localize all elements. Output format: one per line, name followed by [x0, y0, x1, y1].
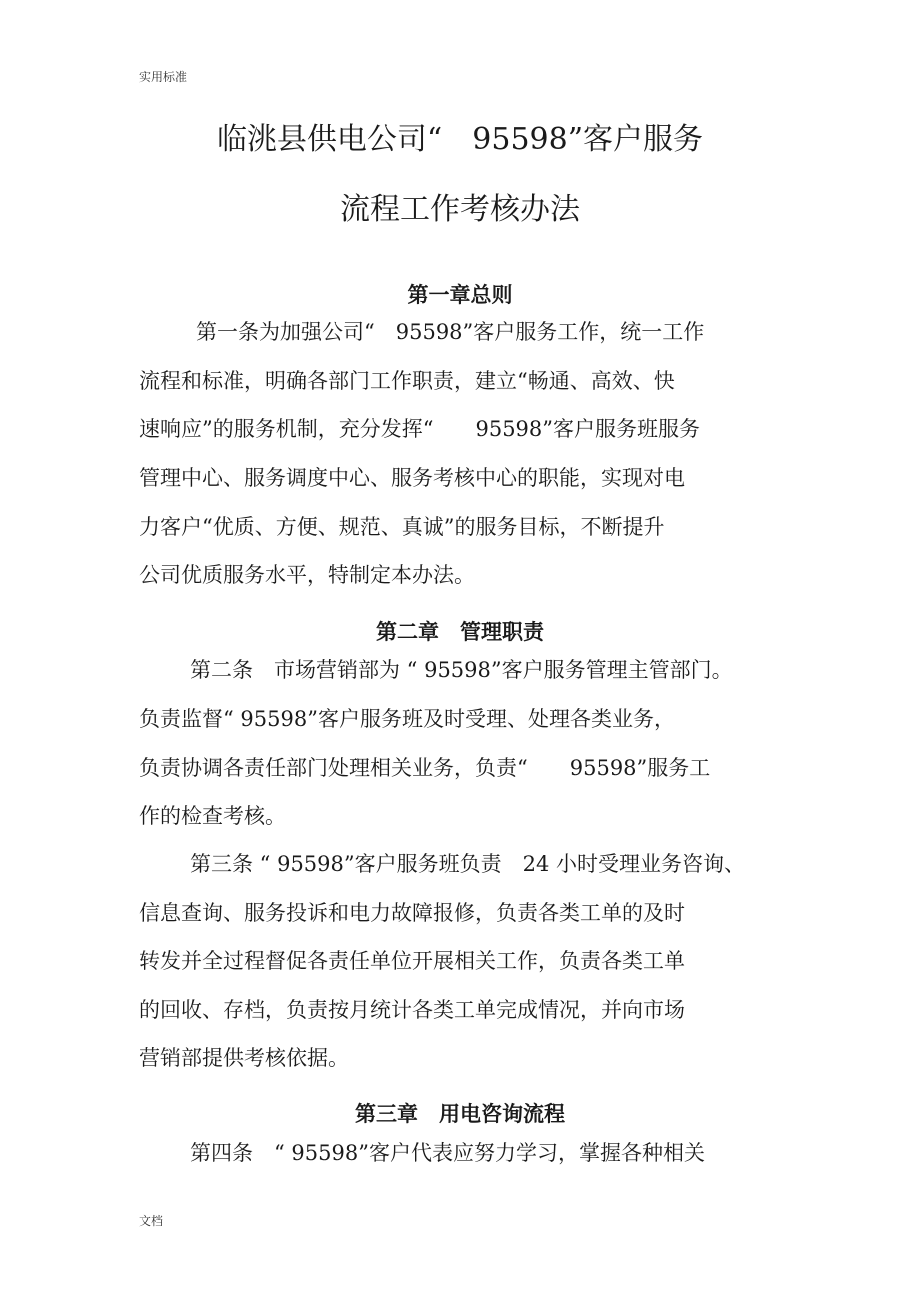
article-3-line-2: 信息查询、服务投诉和电力故障报修，负责各类工单的及时	[139, 901, 685, 925]
article-2-line-2: 负责监督“ 95598”客户服务班及时受理、处理各类业务，	[139, 707, 675, 731]
article-2-line-1: 第二条 市场营销部为 “ 95598”客户服务管理主管部门。	[190, 658, 733, 682]
page-header: 实用标准	[139, 70, 188, 84]
article-3-line-3: 转发并全过程督促各责任单位开展相关工作，负责各类工单	[139, 949, 685, 973]
article-2-line-4: 作的检查考核。	[139, 804, 286, 828]
article-1-line-5: 力客户“优质、方便、规范、真诚”的服务目标，不断提升	[139, 515, 665, 539]
chapter-3-heading: 第三章 用电咨询流程	[355, 1101, 565, 1126]
article-1-line-4: 管理中心、服务调度中心、服务考核中心的职能，实现对电	[139, 466, 685, 490]
article-2-line-3: 负责协调各责任部门处理相关业务，负责“ 95598”服务工	[139, 756, 711, 780]
chapter-2-heading: 第二章 管理职责	[376, 619, 544, 644]
article-3-line-4: 的回收、存档，负责按月统计各类工单完成情况，并向市场	[139, 998, 685, 1022]
article-3-line-5: 营销部提供考核依据。	[139, 1046, 349, 1070]
article-1-line-6: 公司优质服务水平，特制定本办法。	[139, 563, 475, 587]
article-4-line-1: 第四条 “ 95598”客户代表应努力学习，掌握各种相关	[190, 1141, 705, 1165]
article-3-line-1: 第三条 “ 95598”客户服务班负责 24 小时受理业务咨询、	[190, 852, 746, 876]
article-1-line-1: 第一条为加强公司“ 95598”客户服务工作，统一工作	[196, 320, 705, 344]
document-title-line-1: 临洮县供电公司“ 95598”客户服务	[216, 122, 704, 157]
article-1-line-3: 速响应”的服务机制，充分发挥“ 95598”客户服务班服务	[139, 417, 701, 441]
page-footer: 文档	[139, 1214, 164, 1228]
article-1-line-2: 流程和标准，明确各部门工作职责，建立“畅通、高效、快	[139, 369, 675, 393]
chapter-1-heading: 第一章总则	[407, 282, 513, 307]
document-title-line-2: 流程工作考核办法	[340, 192, 580, 227]
